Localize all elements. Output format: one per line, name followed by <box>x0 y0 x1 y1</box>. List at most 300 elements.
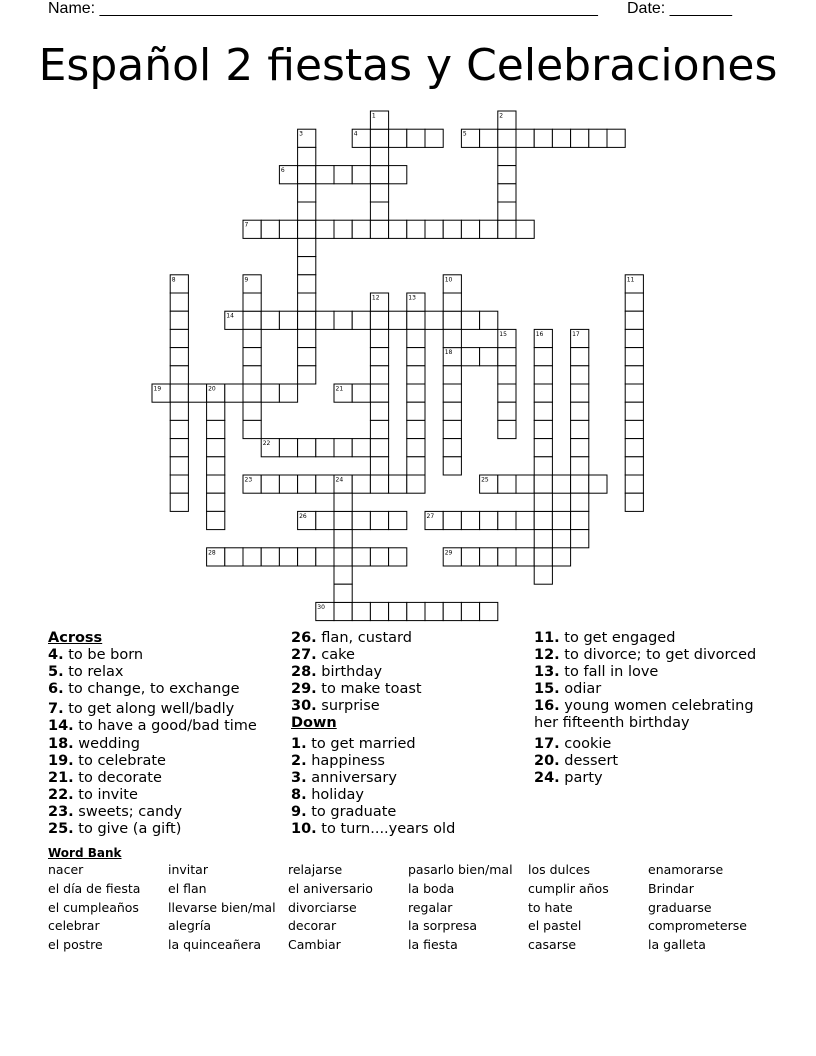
grid-cell[interactable] <box>370 329 388 347</box>
grid-cell[interactable] <box>498 348 516 366</box>
word-bank-item: el postre <box>48 937 103 953</box>
clue-down-3: 3. anniversary <box>291 769 397 786</box>
grid-cell[interactable] <box>243 329 261 347</box>
grid-cell[interactable] <box>334 548 352 566</box>
word-bank-item: alegría <box>168 918 212 934</box>
grid-cell[interactable] <box>279 439 297 457</box>
grid-cell[interactable] <box>407 366 425 384</box>
word-bank-item: el aniversario <box>288 880 373 896</box>
grid-cell[interactable] <box>498 147 516 165</box>
grid-cell[interactable] <box>370 311 388 329</box>
grid-cell[interactable] <box>279 548 297 566</box>
grid-cell[interactable] <box>552 511 570 529</box>
grid-cell[interactable] <box>534 348 552 366</box>
word-bank-item: la galleta <box>648 937 706 953</box>
grid-cell[interactable] <box>298 329 316 347</box>
grid-cell[interactable] <box>407 420 425 438</box>
grid-cell[interactable] <box>170 384 188 402</box>
grid-cell[interactable] <box>443 402 461 420</box>
grid-number: 26 <box>299 512 307 520</box>
grid-cell[interactable] <box>243 293 261 311</box>
grid-cell[interactable] <box>261 475 279 493</box>
grid-cell[interactable] <box>498 129 516 147</box>
grid-cell[interactable] <box>370 184 388 202</box>
grid-cell[interactable] <box>207 493 225 511</box>
grid-cell[interactable] <box>188 384 206 402</box>
grid-cell[interactable] <box>443 439 461 457</box>
grid-cell[interactable] <box>461 311 479 329</box>
grid-cell[interactable] <box>407 602 425 620</box>
grid-cell[interactable] <box>370 420 388 438</box>
grid-cell[interactable] <box>625 475 643 493</box>
grid-cell[interactable] <box>589 475 607 493</box>
grid-cell[interactable] <box>352 548 370 566</box>
grid-cell[interactable] <box>534 475 552 493</box>
grid-cell[interactable] <box>443 311 461 329</box>
grid-cell[interactable] <box>170 366 188 384</box>
grid-cell[interactable] <box>334 493 352 511</box>
clue-down-20: 20. dessert <box>534 752 619 769</box>
grid-cell[interactable] <box>370 439 388 457</box>
word-bank-item: decorar <box>288 918 337 934</box>
grid-number: 15 <box>499 330 507 338</box>
grid-cell[interactable] <box>298 238 316 256</box>
grid-cell[interactable] <box>480 348 498 366</box>
grid-cell[interactable] <box>389 602 407 620</box>
grid-cell[interactable] <box>370 402 388 420</box>
grid-cell[interactable] <box>316 475 334 493</box>
grid-cell[interactable] <box>243 348 261 366</box>
grid-cell[interactable] <box>261 548 279 566</box>
grid-cell[interactable] <box>352 511 370 529</box>
grid-number: 28 <box>208 549 216 557</box>
grid-cell[interactable] <box>352 384 370 402</box>
grid-cell[interactable] <box>625 384 643 402</box>
grid-cell[interactable] <box>498 220 516 238</box>
grid-cell[interactable] <box>370 348 388 366</box>
grid-cell[interactable] <box>370 384 388 402</box>
grid-cell[interactable] <box>443 366 461 384</box>
grid-cell[interactable] <box>443 329 461 347</box>
grid-cell[interactable] <box>461 548 479 566</box>
grid-cell[interactable] <box>207 457 225 475</box>
grid-cell[interactable] <box>461 511 479 529</box>
word-bank-item: enamorarse <box>648 862 724 877</box>
grid-cell[interactable] <box>243 366 261 384</box>
grid-cell[interactable] <box>625 329 643 347</box>
grid-cell[interactable] <box>298 166 316 184</box>
grid-cell[interactable] <box>534 420 552 438</box>
grid-cell[interactable] <box>298 147 316 165</box>
grid-cell[interactable] <box>261 384 279 402</box>
grid-cell[interactable] <box>334 511 352 529</box>
grid-cell[interactable] <box>534 511 552 529</box>
grid-cell[interactable] <box>498 184 516 202</box>
grid-cell[interactable] <box>407 457 425 475</box>
grid-number: 9 <box>244 276 249 284</box>
grid-cell[interactable] <box>407 129 425 147</box>
word-bank-item: comprometerse <box>648 918 747 934</box>
grid-cell[interactable] <box>625 493 643 511</box>
clue-down-1: 1. to get married <box>291 735 416 752</box>
grid-cell[interactable] <box>316 548 334 566</box>
word-bank-item: la quinceañera <box>168 937 261 953</box>
grid-cell[interactable] <box>316 220 334 238</box>
clue-across-18: 18. wedding <box>48 735 140 752</box>
grid-cell[interactable] <box>571 439 589 457</box>
grid-cell[interactable] <box>352 475 370 493</box>
grid-cell[interactable] <box>498 402 516 420</box>
grid-cell[interactable] <box>334 166 352 184</box>
grid-cell[interactable] <box>370 220 388 238</box>
clue-down-2: 2. happiness <box>291 752 385 769</box>
grid-cell[interactable] <box>370 147 388 165</box>
grid-cell[interactable] <box>170 311 188 329</box>
grid-cell[interactable] <box>480 311 498 329</box>
grid-cell[interactable] <box>625 348 643 366</box>
date-field-label: Date: _______ <box>627 0 732 17</box>
clue-down-13: 13. to fall in love <box>534 664 659 681</box>
grid-cell[interactable] <box>425 311 443 329</box>
grid-cell[interactable] <box>316 166 334 184</box>
clue-across-22: 22. to invite <box>48 786 138 803</box>
word-bank-item: la sorpresa <box>408 918 478 934</box>
word-bank-item: Cambiar <box>288 937 341 953</box>
grid-cell[interactable] <box>534 530 552 548</box>
grid-cell[interactable] <box>352 220 370 238</box>
grid-cell[interactable] <box>170 402 188 420</box>
word-bank-item: el día de fiesta <box>48 880 141 896</box>
clues-column-2 <box>291 630 526 838</box>
grid-cell[interactable] <box>334 530 352 548</box>
grid-cell[interactable] <box>389 475 407 493</box>
grid-cell[interactable] <box>571 420 589 438</box>
grid-cell[interactable] <box>443 220 461 238</box>
grid-cell[interactable] <box>261 311 279 329</box>
grid-cell[interactable] <box>625 457 643 475</box>
grid-cell[interactable] <box>571 129 589 147</box>
grid-cell[interactable] <box>298 439 316 457</box>
grid-cell[interactable] <box>298 311 316 329</box>
grid-cell[interactable] <box>352 602 370 620</box>
word-bank-item: el cumpleaños <box>48 899 139 915</box>
grid-cell[interactable] <box>534 439 552 457</box>
clue-across-30: 30. surprise <box>291 698 380 715</box>
grid-cell[interactable] <box>370 202 388 220</box>
grid-cell[interactable] <box>443 602 461 620</box>
grid-cell[interactable] <box>370 475 388 493</box>
clue-down-10: 10. to turn....years old <box>291 821 456 838</box>
grid-number: 22 <box>262 440 271 448</box>
grid-cell[interactable] <box>443 384 461 402</box>
clue-down-8: 8. holiday <box>291 786 365 803</box>
grid-cell[interactable] <box>552 548 570 566</box>
grid-cell[interactable] <box>498 420 516 438</box>
grid-cell[interactable] <box>625 311 643 329</box>
grid-cell[interactable] <box>170 348 188 366</box>
grid-number: 5 <box>462 130 467 138</box>
grid-cell[interactable] <box>443 457 461 475</box>
grid-cell[interactable] <box>552 129 570 147</box>
grid-cell[interactable] <box>625 366 643 384</box>
grid-number: 18 <box>444 349 453 357</box>
grid-cell[interactable] <box>207 439 225 457</box>
word-bank-item: to hate <box>528 899 573 915</box>
grid-cell[interactable] <box>425 220 443 238</box>
grid-cell[interactable] <box>243 548 261 566</box>
grid-number: 25 <box>481 476 489 484</box>
grid-cell[interactable] <box>571 348 589 366</box>
grid-cell[interactable] <box>316 439 334 457</box>
across-heading: Across <box>48 630 103 646</box>
grid-cell[interactable] <box>389 548 407 566</box>
clue-down-24: 24. party <box>534 769 603 786</box>
grid-cell[interactable] <box>498 548 516 566</box>
grid-cell[interactable] <box>407 329 425 347</box>
grid-cell[interactable] <box>334 439 352 457</box>
grid-cell[interactable] <box>534 402 552 420</box>
grid-cell[interactable] <box>443 420 461 438</box>
clue-across-27: 27. cake <box>291 647 355 664</box>
grid-cell[interactable] <box>461 602 479 620</box>
grid-cell[interactable] <box>370 457 388 475</box>
grid-cell[interactable] <box>589 129 607 147</box>
grid-cell[interactable] <box>243 420 261 438</box>
grid-cell[interactable] <box>498 511 516 529</box>
grid-cell[interactable] <box>279 311 297 329</box>
grid-cell[interactable] <box>207 402 225 420</box>
clue-across-28: 28. birthday <box>291 664 383 681</box>
grid-cell[interactable] <box>389 166 407 184</box>
word-bank-item: casarse <box>528 937 577 953</box>
clue-down-11: 11. to get engaged <box>534 630 676 646</box>
grid-number: 2 <box>499 112 504 120</box>
grid-cell[interactable] <box>298 220 316 238</box>
grid-cell[interactable] <box>170 293 188 311</box>
grid-cell[interactable] <box>370 366 388 384</box>
grid-cell[interactable] <box>443 511 461 529</box>
grid-cell[interactable] <box>352 311 370 329</box>
grid-cell[interactable] <box>407 311 425 329</box>
grid-cell[interactable] <box>461 348 479 366</box>
word-bank-item: la boda <box>408 880 455 896</box>
grid-number: 7 <box>244 221 249 229</box>
grid-cell[interactable] <box>425 129 443 147</box>
grid-cell[interactable] <box>298 184 316 202</box>
grid-cell[interactable] <box>534 129 552 147</box>
grid-cell[interactable] <box>534 548 552 566</box>
grid-cell[interactable] <box>389 311 407 329</box>
grid-cell[interactable] <box>552 475 570 493</box>
grid-cell[interactable] <box>370 548 388 566</box>
grid-cell[interactable] <box>480 511 498 529</box>
clue-across-19: 19. to celebrate <box>48 752 166 769</box>
grid-cell[interactable] <box>298 548 316 566</box>
word-bank-item: regalar <box>408 899 453 915</box>
word-bank-item: invitar <box>168 862 208 877</box>
grid-cell[interactable] <box>498 475 516 493</box>
clue-across-29: 29. to make toast <box>291 681 422 698</box>
grid-cell[interactable] <box>407 475 425 493</box>
grid-cell[interactable] <box>370 166 388 184</box>
clue-across-14: 14. to have a good/bad time <box>48 718 257 735</box>
grid-number: 19 <box>153 385 162 393</box>
down-heading: Down <box>291 715 337 732</box>
grid-cell[interactable] <box>516 511 534 529</box>
grid-number: 12 <box>371 294 380 302</box>
grid-cell[interactable] <box>534 366 552 384</box>
grid-cell[interactable] <box>571 366 589 384</box>
grid-cell[interactable] <box>370 602 388 620</box>
grid-cell[interactable] <box>370 129 388 147</box>
grid-cell[interactable] <box>571 475 589 493</box>
grid-number: 27 <box>426 512 435 520</box>
clues-column-3 <box>534 630 774 787</box>
grid-cell[interactable] <box>480 220 498 238</box>
grid-cell[interactable] <box>170 475 188 493</box>
grid-cell[interactable] <box>370 511 388 529</box>
grid-cell[interactable] <box>571 530 589 548</box>
grid-cell[interactable] <box>225 548 243 566</box>
grid-cell[interactable] <box>170 457 188 475</box>
grid-cell[interactable] <box>516 129 534 147</box>
clue-down-9: 9. to graduate <box>291 803 397 820</box>
grid-number: 29 <box>444 549 453 557</box>
grid-number: 6 <box>280 167 285 175</box>
grid-cell[interactable] <box>389 511 407 529</box>
grid-cell[interactable] <box>625 402 643 420</box>
grid-cell[interactable] <box>607 129 625 147</box>
grid-cell[interactable] <box>298 293 316 311</box>
grid-cell[interactable] <box>407 384 425 402</box>
word-bank-item: los dulces <box>528 862 591 877</box>
grid-cell[interactable] <box>571 457 589 475</box>
grid-cell[interactable] <box>298 475 316 493</box>
grid-cell[interactable] <box>407 220 425 238</box>
grid-cell[interactable] <box>534 457 552 475</box>
grid-cell[interactable] <box>571 384 589 402</box>
grid-number: 14 <box>226 312 234 320</box>
grid-cell[interactable] <box>407 439 425 457</box>
grid-number: 17 <box>572 330 580 338</box>
grid-cell[interactable] <box>207 420 225 438</box>
grid-cell[interactable] <box>207 475 225 493</box>
grid-cell[interactable] <box>516 220 534 238</box>
grid-cell[interactable] <box>334 566 352 584</box>
grid-cell[interactable] <box>316 311 334 329</box>
grid-cell[interactable] <box>279 475 297 493</box>
grid-cell[interactable] <box>571 402 589 420</box>
word-bank-title: Word Bank <box>48 846 122 860</box>
grid-cell[interactable] <box>625 293 643 311</box>
grid-cell[interactable] <box>298 202 316 220</box>
word-bank-item: celebrar <box>48 918 100 934</box>
clue-across-25: 25. to give (a gift) <box>48 821 182 838</box>
grid-cell[interactable] <box>480 129 498 147</box>
grid-cell[interactable] <box>625 420 643 438</box>
grid-cell[interactable] <box>298 348 316 366</box>
grid-cell[interactable] <box>261 220 279 238</box>
grid-number: 11 <box>626 276 635 284</box>
grid-cell[interactable] <box>407 402 425 420</box>
grid-cell[interactable] <box>498 202 516 220</box>
grid-cell[interactable] <box>534 493 552 511</box>
grid-number: 21 <box>335 385 344 393</box>
grid-cell[interactable] <box>571 493 589 511</box>
grid-cell[interactable] <box>534 566 552 584</box>
grid-cell[interactable] <box>334 311 352 329</box>
clue-across-6: 6. to change, to exchange <box>48 681 240 698</box>
grid-cell[interactable] <box>498 166 516 184</box>
grid-cell[interactable] <box>443 293 461 311</box>
grid-cell[interactable] <box>498 384 516 402</box>
grid-cell[interactable] <box>279 384 297 402</box>
word-bank-item: relajarse <box>288 862 343 877</box>
grid-cell[interactable] <box>207 511 225 529</box>
grid-cell[interactable] <box>170 439 188 457</box>
word-bank-item: la fiesta <box>408 937 458 953</box>
grid-cell[interactable] <box>225 384 243 402</box>
grid-cell[interactable] <box>625 439 643 457</box>
grid-cell[interactable] <box>298 257 316 275</box>
grid-cell[interactable] <box>316 511 334 529</box>
grid-cell[interactable] <box>571 511 589 529</box>
grid-cell[interactable] <box>243 384 261 402</box>
grid-cell[interactable] <box>243 402 261 420</box>
grid-cell[interactable] <box>461 220 479 238</box>
grid-cell[interactable] <box>480 602 498 620</box>
grid-cell[interactable] <box>170 329 188 347</box>
grid-cell[interactable] <box>243 311 261 329</box>
grid-cell[interactable] <box>480 548 498 566</box>
grid-cell[interactable] <box>389 129 407 147</box>
grid-number: 16 <box>535 330 544 338</box>
clue-down-17: 17. cookie <box>534 735 612 752</box>
grid-cell[interactable] <box>534 384 552 402</box>
clue-across-4: 4. to be born <box>48 647 144 664</box>
grid-number: 10 <box>444 276 453 284</box>
grid-cell[interactable] <box>170 493 188 511</box>
grid-cell[interactable] <box>170 420 188 438</box>
grid-cell[interactable] <box>352 166 370 184</box>
word-bank-item: llevarse bien/mal <box>168 899 276 915</box>
clue-across-21: 21. to decorate <box>48 769 162 786</box>
grid-cell[interactable] <box>279 220 297 238</box>
clue-across-7: 7. to get along well/badly <box>48 701 235 718</box>
grid-cell[interactable] <box>516 548 534 566</box>
word-bank-item: nacer <box>48 862 84 877</box>
grid-number: 3 <box>299 130 303 138</box>
grid-cell[interactable] <box>334 584 352 602</box>
grid-cell[interactable] <box>407 348 425 366</box>
grid-cell[interactable] <box>352 439 370 457</box>
grid-cell[interactable] <box>298 275 316 293</box>
word-bank-item: Brindar <box>648 880 694 896</box>
grid-number: 4 <box>353 130 358 138</box>
grid-cell[interactable] <box>498 366 516 384</box>
grid-cell[interactable] <box>298 366 316 384</box>
clue-down-16: 16. young women celebrating her fifteenth birthday <box>534 698 754 732</box>
grid-cell[interactable] <box>334 220 352 238</box>
clues-column-1 <box>48 630 283 838</box>
grid-cell[interactable] <box>389 220 407 238</box>
grid-number: 8 <box>171 276 176 284</box>
grid-cell[interactable] <box>516 475 534 493</box>
word-bank-item: graduarse <box>648 899 712 915</box>
grid-cell[interactable] <box>425 602 443 620</box>
grid-cell[interactable] <box>334 602 352 620</box>
grid-number: 23 <box>244 476 253 484</box>
